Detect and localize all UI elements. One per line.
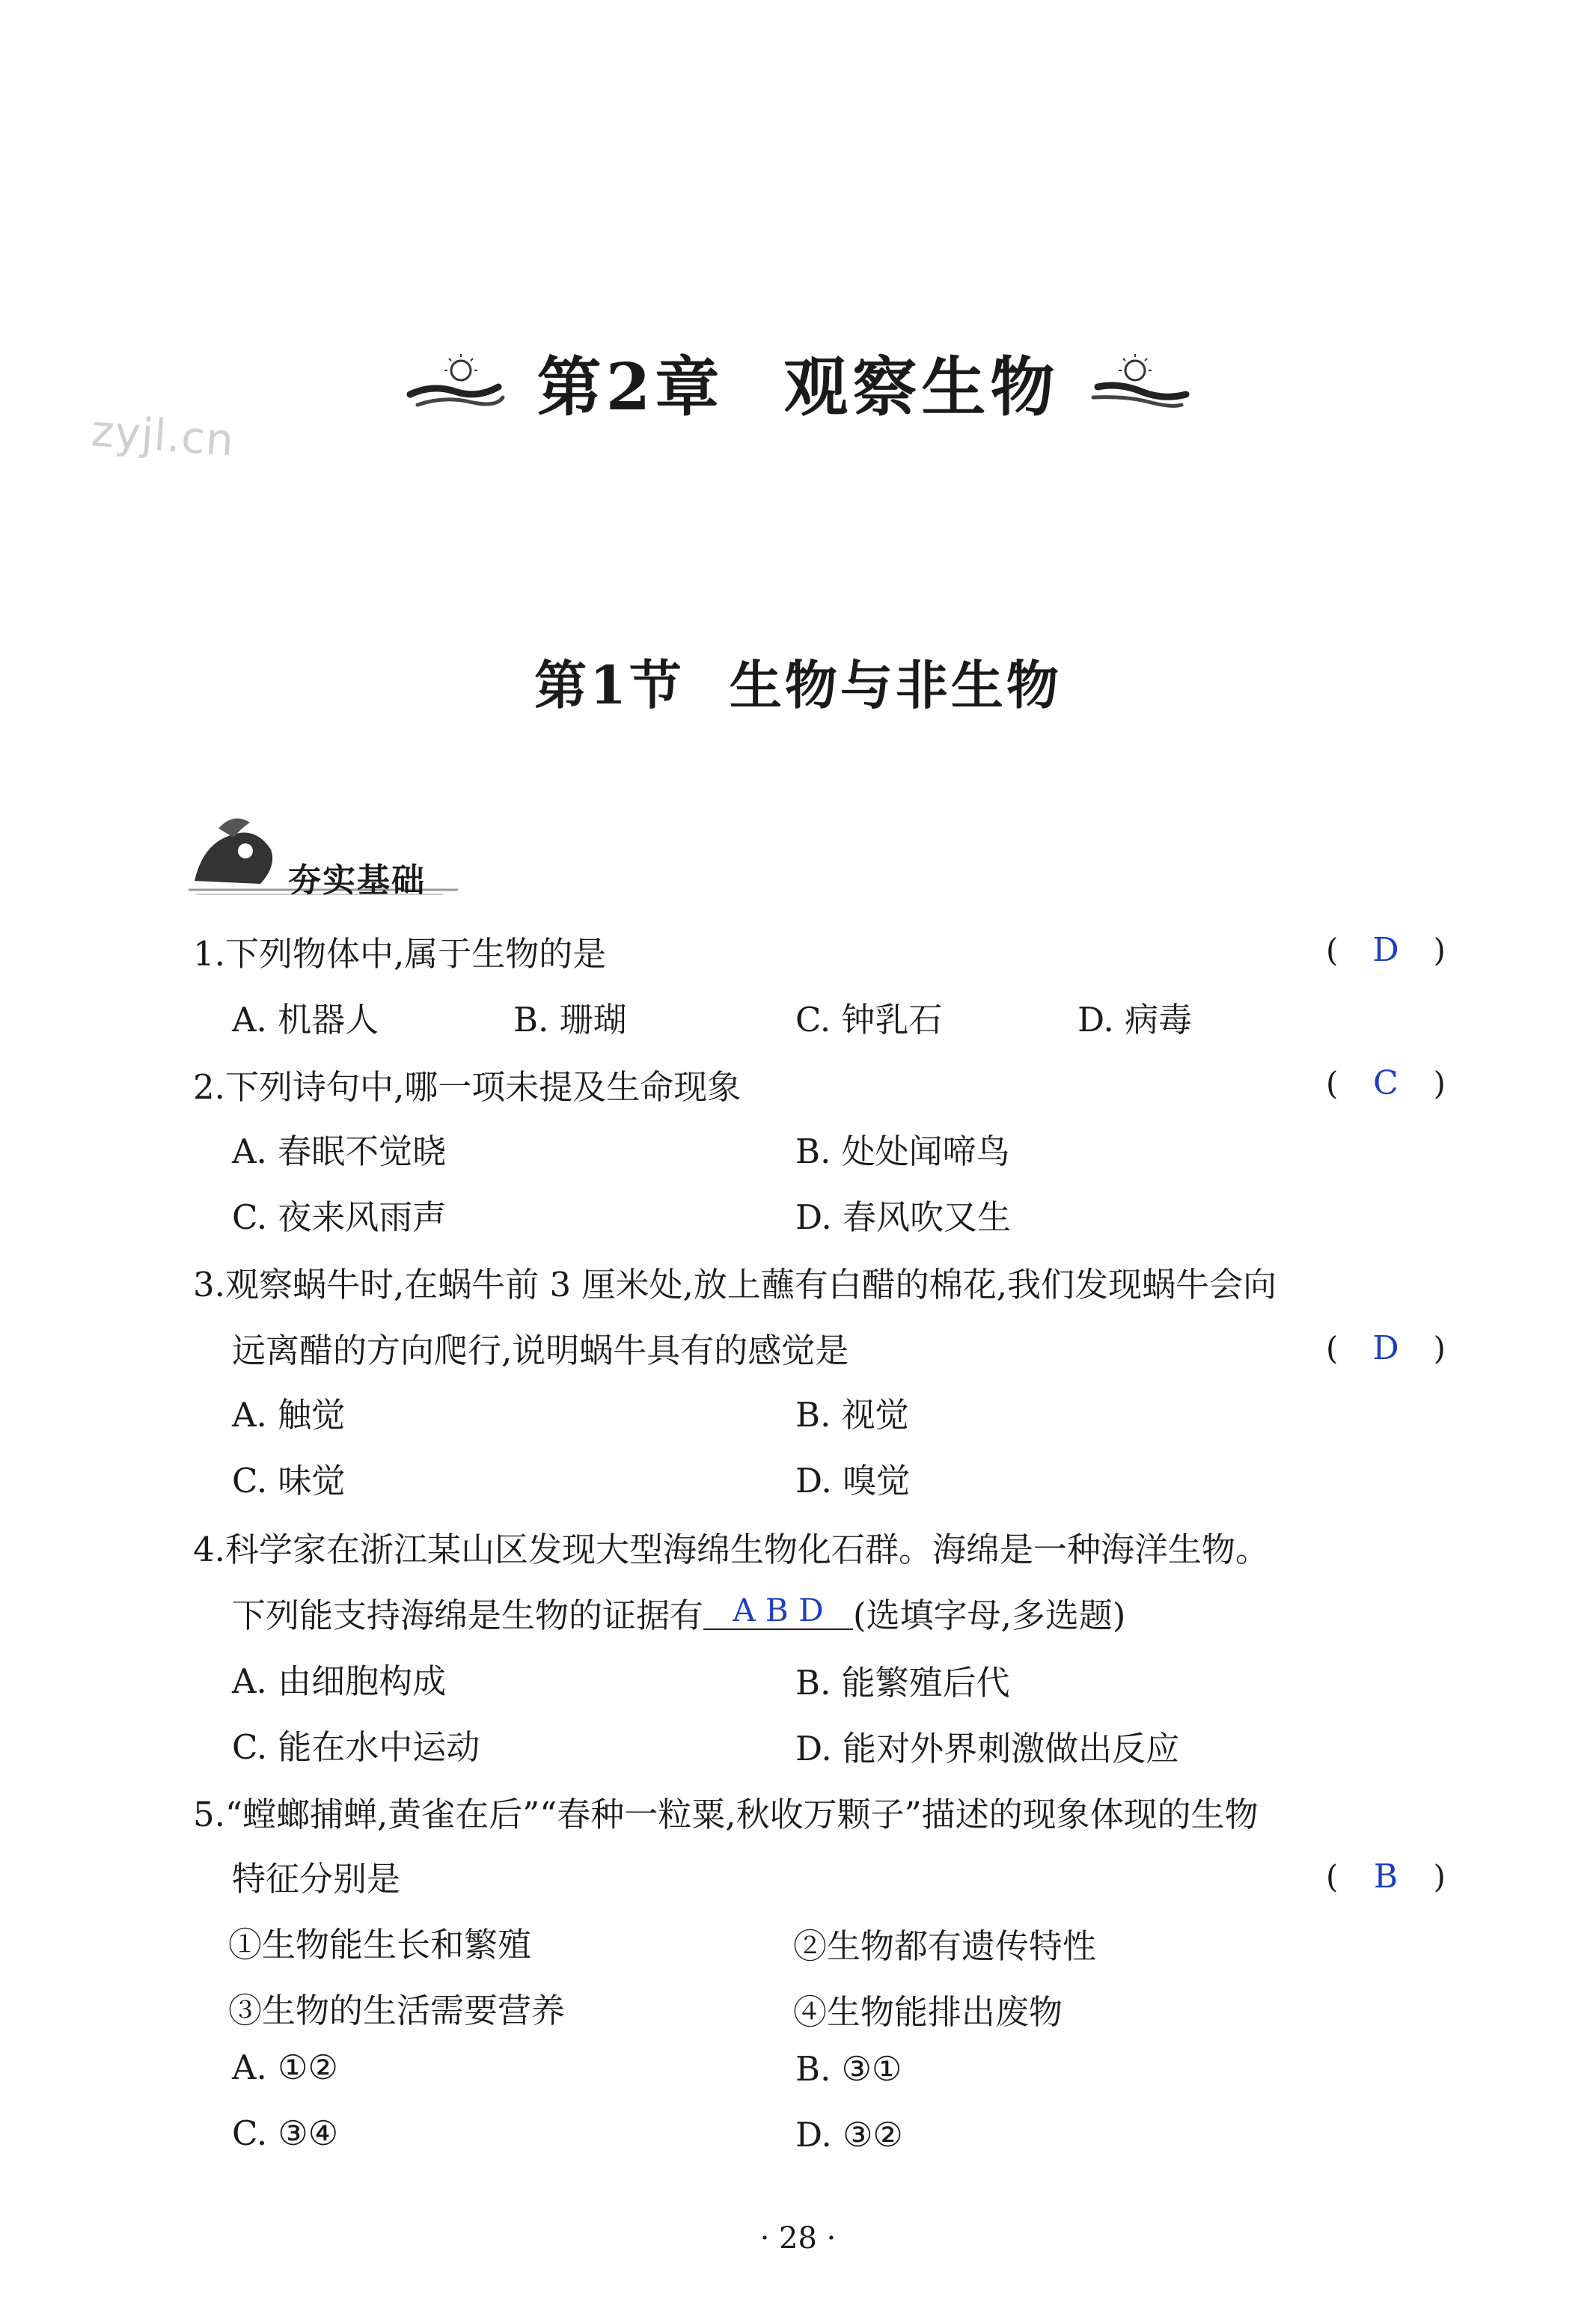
- question-3-number: 3.: [193, 1265, 225, 1304]
- question-2-option-c: C. 夜来风雨声: [232, 1197, 447, 1237]
- question-5-statement-2: ②生物都有遗传特性: [793, 1926, 1097, 1966]
- question-3-line-2: 远离醋的方向爬行,说明蜗牛具有的感觉是: [232, 1331, 849, 1370]
- question-4-number: 4.: [193, 1530, 225, 1569]
- question-4-line-1: 科学家在浙江某山区发现大型海绵生物化石群。海绵是一种海洋生物。: [224, 1530, 1269, 1569]
- question-4-line-2: [232, 1588, 1125, 1637]
- section-subtitle: 生物与非生物: [729, 654, 1062, 716]
- section-number: 第1节: [534, 654, 685, 716]
- question-1-option-a: A. 机器人: [232, 1000, 379, 1040]
- question-4-line-2-suffix: (选填字母,多选题): [853, 1596, 1126, 1635]
- question-1-answer: D: [1372, 931, 1399, 969]
- watermark: zyjl.cn: [89, 405, 236, 466]
- question-1-text: [193, 926, 606, 975]
- page-number: · 28 ·: [759, 2221, 837, 2256]
- chapter-title: [537, 335, 1060, 428]
- question-5-number: 5.: [193, 1795, 225, 1834]
- question-2-answer: C: [1373, 1064, 1398, 1102]
- question-4-option-a: A. 由细胞构成: [232, 1661, 447, 1701]
- question-4-answer: A B D: [703, 1593, 853, 1630]
- question-3-answer: D: [1372, 1329, 1399, 1367]
- chapter-heading: [0, 337, 1596, 427]
- question-4-option-c: C. 能在水中运动: [232, 1727, 480, 1767]
- question-2-option-d: D. 春风吹又生: [795, 1197, 1012, 1237]
- banner-label: 夯实基础: [288, 861, 426, 900]
- question-5-statement-3: ③生物的生活需要营养: [228, 1991, 566, 2030]
- question-2-number: 2.: [193, 1067, 225, 1107]
- question-4-text: [193, 1522, 1269, 1571]
- question-4-line-2-text: 下列能支持海绵是生物的证据有: [232, 1596, 704, 1635]
- question-3-answer-box: ( D ): [1326, 1329, 1446, 1367]
- question-5-option-a: A. ①②: [232, 2048, 338, 2087]
- question-2-option-b: B. 处处闻啼鸟: [795, 1132, 1010, 1171]
- question-1-option-d: D. 病毒: [1077, 1000, 1193, 1040]
- chapter-number: 第2章: [536, 349, 724, 425]
- question-5-statement-4: ④生物能排出废物: [793, 1992, 1063, 2032]
- question-3-line-1: 观察蜗牛时,在蜗牛前 3 厘米处,放上蘸有白醋的棉花,我们发现蜗牛会向: [224, 1265, 1277, 1304]
- question-5-answer: B: [1373, 1857, 1398, 1896]
- question-5-statement-1: ①生物能生长和繁殖: [228, 1925, 532, 1965]
- question-1-option-c: C. 钟乳石: [795, 1000, 943, 1040]
- question-1-number: 1.: [193, 934, 225, 974]
- question-1-answer-box: ( D ): [1326, 931, 1446, 969]
- chapter-subtitle: 观察生物: [783, 349, 1060, 425]
- question-4-option-b: B. 能繁殖后代: [795, 1663, 1010, 1703]
- question-3-text: [193, 1257, 1277, 1306]
- section-title: [0, 644, 1596, 719]
- question-5-option-d: D. ③②: [795, 2115, 903, 2155]
- question-1-option-b: B. 珊瑚: [513, 1000, 627, 1040]
- question-2-option-a: A. 春眠不觉晓: [232, 1132, 447, 1171]
- question-5-line-1: “螳螂捕蝉,黄雀在后”“春种一粒粟,秋收万颗子”描述的现象体现的生物: [224, 1795, 1259, 1834]
- sun-wave-icon-left: [403, 348, 507, 415]
- question-5-option-b: B. ③①: [795, 2049, 902, 2089]
- question-4-option-d: D. 能对外界刺激做出反应: [795, 1729, 1180, 1768]
- question-2-text: [193, 1060, 741, 1108]
- question-5-option-c: C. ③④: [232, 2113, 339, 2153]
- question-3-option-b: B. 视觉: [795, 1395, 909, 1435]
- question-2-line-1: 下列诗句中,哪一项未提及生命现象: [224, 1067, 742, 1107]
- question-5-answer-box: ( B ): [1326, 1857, 1446, 1896]
- question-3-option-d: D. 嗅觉: [795, 1461, 911, 1501]
- question-5-text: [193, 1787, 1259, 1836]
- sun-wave-icon-right: [1089, 348, 1193, 415]
- question-3-option-a: A. 触觉: [232, 1395, 346, 1435]
- question-2-answer-box: ( C ): [1326, 1064, 1446, 1102]
- question-3-option-c: C. 味觉: [232, 1461, 346, 1501]
- question-5-line-2: 特征分别是: [232, 1859, 401, 1899]
- question-1-line-1: 下列物体中,属于生物的是: [224, 934, 607, 974]
